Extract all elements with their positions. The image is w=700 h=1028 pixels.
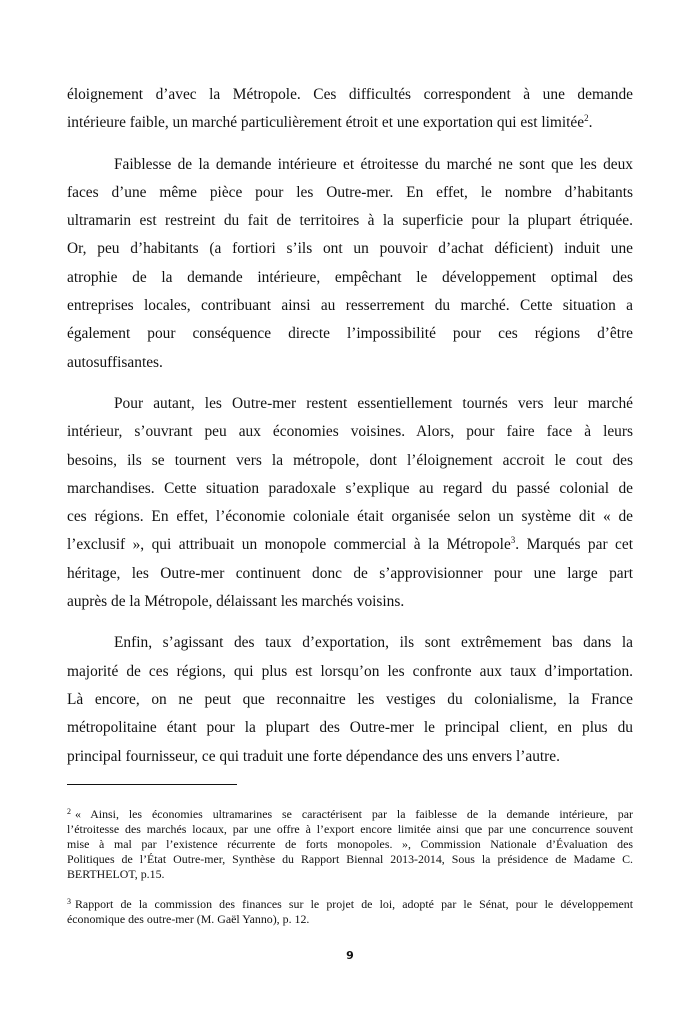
text-line: [67, 588, 633, 616]
line-text: l’exclusif », qui attribuait un monopole commercial à la Métropole: [67, 536, 511, 554]
line-text: Or, peu d’habitants (a fortiori s’ils ont un pouvoir d’achat déficient) induit une: [67, 240, 633, 258]
footnote: [67, 897, 633, 927]
text-line: [67, 560, 633, 588]
footnote-text: BERTHELOT, p.15.: [67, 867, 165, 881]
line-text: entreprises locales, contribuant ainsi au resserrement du marché. Cette situation a: [67, 297, 633, 315]
line-text: ces régions. En effet, l’économie coloniale était organisée selon un système dit « de: [67, 508, 633, 526]
footnote-text: Rapport de la commission des finances sur le projet de loi, adopté par le Sénat, pour le développement: [75, 897, 633, 911]
text-line: [67, 292, 633, 320]
text-line: [67, 109, 633, 137]
line-text: héritage, les Outre-mer continuent donc de s’approvisionner pour une large part: [67, 564, 633, 582]
text-line: [67, 629, 633, 657]
footnote-line: [67, 867, 633, 882]
line-text: atrophie de la demande intérieure, empêchant le développement optimal des: [67, 268, 633, 286]
line-text: majorité de ces régions, qui plus est lorsqu’on les confronte aux taux d’importation.: [67, 662, 633, 680]
line-text: Là encore, on ne peut que reconnaitre les vestiges du colonialisme, la France: [67, 690, 633, 708]
footnote-separator: [67, 784, 237, 785]
footnote-reference: 3: [510, 535, 516, 546]
text-line: [67, 714, 633, 742]
line-text: marchandises. Cette situation paradoxale s’explique au regard du passé colonial de: [67, 479, 633, 497]
footnote-text: Politiques de l’État Outre-mer, Synthèse du Rapport Biennal 2013-2014, Sous la présidence de Madame C.: [67, 852, 633, 866]
text-line: [67, 264, 633, 292]
line-text: faces d’une même pièce pour les Outre-mer. En effet, le nombre d’habitants: [67, 183, 633, 201]
footnote-text: mise à mal par l’existence récurrente de forts monopoles. », Commission Nationale d’Évaluation des: [67, 837, 633, 851]
text-line: [67, 475, 633, 503]
footnote-text: « Ainsi, les économies ultramarines se caractérisent par la faiblesse de la demande intérieure, par: [75, 807, 633, 821]
text-line: [67, 743, 633, 771]
page-number: 9: [346, 949, 354, 962]
footnote-number: 2: [67, 807, 71, 816]
line-text-after: . Marqués par cet: [515, 536, 633, 554]
text-line: [67, 658, 633, 686]
text-line: [67, 418, 633, 446]
footnote-line: [67, 822, 633, 837]
line-text-after: .: [588, 114, 593, 132]
line-text: éloignement d’avec la Métropole. Ces difficultés correspondent à une demande: [67, 86, 633, 103]
footnote-text: l’étroitesse des marchés locaux, par une offre à l’export encore limitée ainsi que par une concurrence souvent: [67, 822, 633, 836]
paragraph: [67, 151, 633, 377]
footnote-line: [67, 852, 633, 867]
line-text: besoins, ils se tournent vers la métropole, dont l’éloignement accroit le cout des: [67, 451, 633, 469]
line-text: intérieur, s’ouvrant peu aux économies voisines. Alors, pour faire face à leurs: [67, 423, 633, 441]
text-line: [67, 447, 633, 475]
footnote: [67, 807, 633, 882]
footnote-line: [67, 912, 633, 927]
text-line: [67, 686, 633, 714]
footnote-line: [67, 897, 633, 912]
footnote-line: [67, 807, 633, 822]
line-text: Enfin, s’agissant des taux d’exportation, ils sont extrêmement bas dans la: [114, 634, 633, 652]
paragraph: [67, 81, 633, 138]
text-line: [67, 320, 633, 348]
text-line: [67, 349, 633, 377]
line-text: Faiblesse de la demande intérieure et étroitesse du marché ne sont que les deux: [114, 155, 633, 173]
text-line: [67, 235, 633, 263]
line-text: métropolitaine étant pour la plupart des Outre-mer le principal client, en plus du: [67, 719, 633, 737]
text-line: [67, 81, 633, 109]
text-line: [67, 390, 633, 418]
line-text: Pour autant, les Outre-mer restent essentiellement tournés vers leur marché: [114, 394, 633, 412]
footnote-reference: 2: [584, 113, 589, 124]
text-line: [67, 151, 633, 179]
paragraph: [67, 629, 633, 770]
text-line: [67, 179, 633, 207]
paragraph: [67, 390, 633, 616]
line-text: ultramarin est restreint du fait de territoires à la superficie pour la plupart étriquée.: [67, 212, 633, 230]
line-text: auprès de la Métropole, délaissant les marchés voisins.: [67, 593, 405, 611]
footnote-number: 3: [67, 897, 71, 906]
line-text: principal fournisseur, ce qui traduit une forte dépendance des uns envers l’autre.: [67, 747, 560, 765]
footnote-line: [67, 837, 633, 852]
text-line: [67, 503, 633, 531]
text-line: [67, 207, 633, 235]
line-text: intérieure faible, un marché particulièrement étroit et une exportation qui est limitée: [67, 114, 585, 132]
footnote-text: économique des outre-mer (M. Gaël Yanno), p. 12.: [67, 912, 310, 926]
line-text: autosuffisantes.: [67, 353, 163, 371]
line-text: également pour conséquence directe l’impossibilité pour ces régions d’être: [67, 325, 633, 343]
footnotes: [67, 807, 633, 942]
body-text: [67, 81, 633, 784]
text-line: [67, 531, 633, 559]
